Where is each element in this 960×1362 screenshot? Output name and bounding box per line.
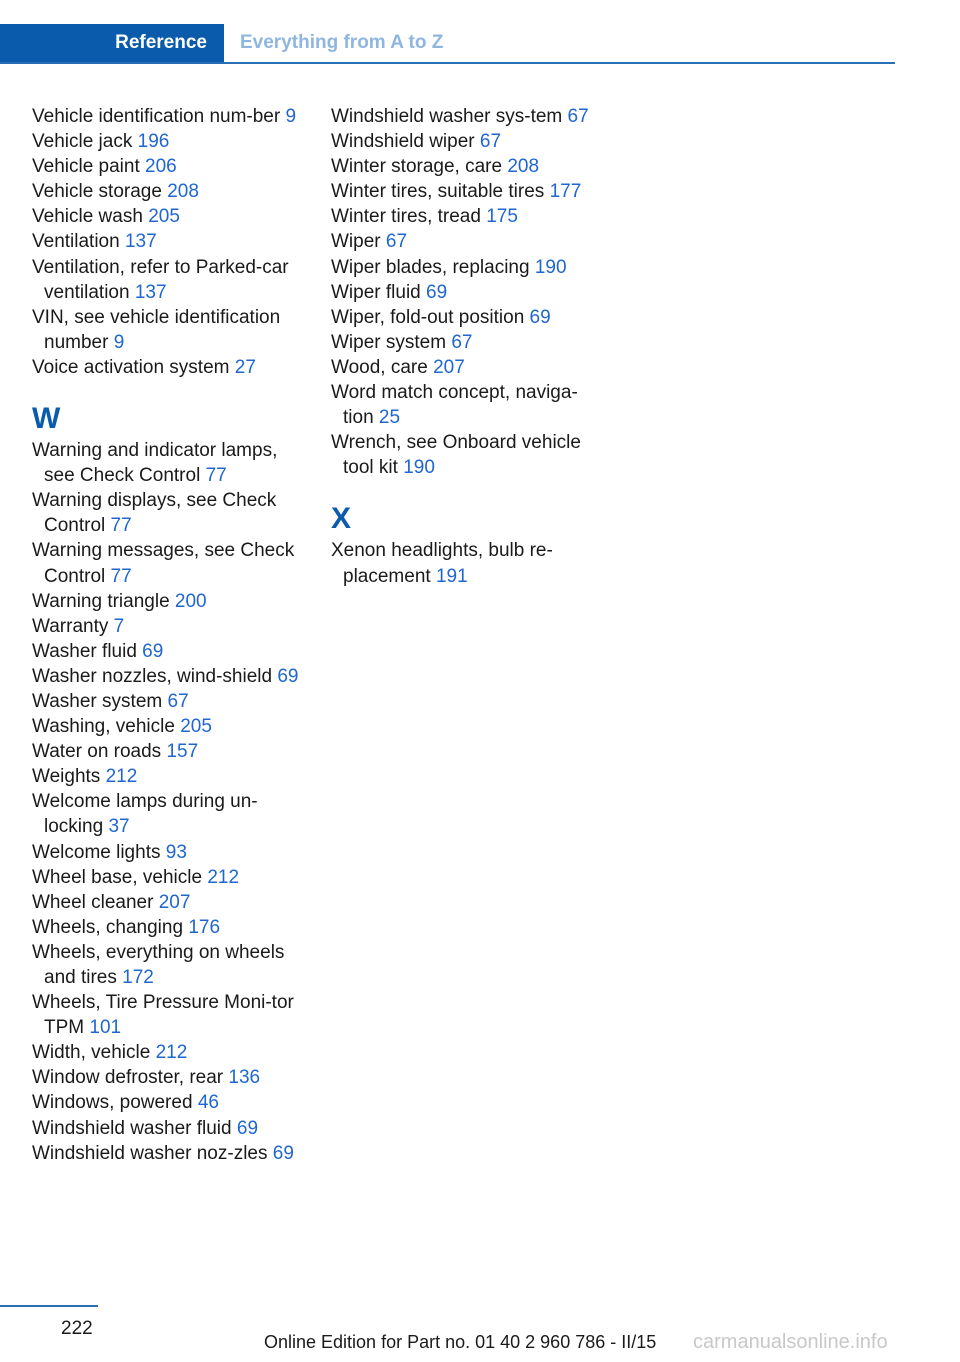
index-entry-page-link[interactable]: 208 <box>167 181 199 203</box>
index-entry-text: Wrench, see Onboard vehicle tool kit <box>331 432 581 479</box>
index-entry <box>32 179 302 204</box>
index-entry <box>32 438 302 488</box>
index-entry-text: VIN, see vehicle identification number <box>32 306 281 353</box>
index-entry <box>331 104 601 129</box>
index-entry-text: Voice activation system <box>32 356 230 378</box>
index-entry <box>32 840 302 865</box>
index-entry-text: Water on roads <box>32 741 162 763</box>
index-entry-page-link[interactable]: 205 <box>180 716 212 738</box>
index-entry <box>32 538 302 588</box>
index-entry <box>32 639 302 664</box>
index-entry <box>32 739 302 764</box>
index-entry-text: Windshield washer fluid <box>32 1117 232 1139</box>
index-entry-text: Washer fluid <box>32 640 137 662</box>
index-entry-page-link[interactable]: 157 <box>166 741 199 763</box>
index-entry-page-link[interactable]: 177 <box>549 181 582 203</box>
index-entry-page-link[interactable]: 208 <box>507 156 540 178</box>
index-entry-page-link[interactable]: 200 <box>174 590 207 612</box>
index-column-left <box>32 104 302 1166</box>
index-entry-page-link[interactable]: 206 <box>145 156 177 178</box>
index-entry-text: Vehicle identification num‐ber <box>32 106 281 127</box>
index-entry-text: Wheel base, vehicle <box>32 866 203 888</box>
index-entry-page-link[interactable]: 69 <box>529 306 551 328</box>
index-entry-text: Vehicle paint <box>32 156 140 178</box>
index-entry-page-link[interactable]: 9 <box>113 331 125 353</box>
index-entry-text: Wiper fluid <box>331 281 421 303</box>
index-entry-page-link[interactable]: 191 <box>435 565 468 587</box>
index-entry <box>32 689 302 714</box>
index-letter-heading: W <box>32 402 61 436</box>
index-entry <box>32 614 302 639</box>
index-entry-page-link[interactable]: 9 <box>285 106 297 127</box>
index-entry <box>331 255 601 280</box>
chapter-tab: Everything from A to Z <box>240 32 444 53</box>
index-entry-text: Xenon headlights, bulb re‐placement <box>331 540 553 587</box>
index-entry <box>331 154 601 179</box>
index-entry <box>32 129 302 154</box>
index-entry-page-link[interactable]: 77 <box>110 565 132 587</box>
index-entry-text: Wheels, changing <box>32 916 184 938</box>
index-entry <box>32 714 302 739</box>
index-entry-page-link[interactable]: 46 <box>197 1092 219 1114</box>
index-entry-text: Vehicle storage <box>32 181 162 203</box>
index-entry-page-link[interactable]: 67 <box>567 106 589 127</box>
index-entry <box>32 488 302 538</box>
edition-note: Online Edition for Part no. 01 40 2 960 786 - II/15 <box>264 1332 657 1352</box>
index-entry-text: Wiper <box>331 231 381 253</box>
index-entry <box>32 865 302 890</box>
index-entry <box>32 1065 302 1090</box>
index-entry-text: Width, vehicle <box>32 1042 151 1064</box>
index-entry-text: Wiper system <box>331 331 447 353</box>
index-entry-page-link[interactable]: 212 <box>155 1042 188 1064</box>
index-entry <box>32 915 302 940</box>
index-entry <box>331 280 601 305</box>
index-entry-text: Warning displays, see Check Control <box>32 490 277 537</box>
index-entry <box>32 305 302 355</box>
index-entry <box>32 789 302 839</box>
index-entry-text: Vehicle jack <box>32 131 133 153</box>
index-entry-page-link[interactable]: 69 <box>272 1142 294 1164</box>
index-entry-page-link[interactable]: 190 <box>403 457 435 479</box>
index-entry-text: Washer nozzles, wind‐shield <box>32 665 273 687</box>
index-entry <box>32 255 302 305</box>
index-entry <box>331 538 601 588</box>
footer-divider <box>0 1305 98 1307</box>
index-entry <box>32 589 302 614</box>
index-entry <box>32 1090 302 1115</box>
index-entry-text: Welcome lights <box>32 841 161 863</box>
index-entry-text: Winter storage, care <box>331 156 503 178</box>
index-entry-page-link[interactable]: 196 <box>137 131 170 153</box>
index-entry <box>331 204 601 229</box>
index-entry-page-link[interactable]: 136 <box>228 1067 261 1089</box>
index-entry <box>331 229 601 254</box>
index-entry-page-link[interactable]: 69 <box>277 665 299 687</box>
index-entry-page-link[interactable]: 69 <box>142 640 164 662</box>
index-entry-text: Warning messages, see Check Control <box>32 540 295 587</box>
index-entry-text: Windshield washer sys‐tem <box>331 106 563 127</box>
index-entry-text: Window defroster, rear <box>32 1067 224 1089</box>
index-entry <box>32 940 302 990</box>
index-entry-page-link[interactable]: 137 <box>124 231 157 253</box>
index-entry-text: Wiper blades, replacing <box>331 256 530 278</box>
index-entry <box>331 355 601 380</box>
index-entry-page-link[interactable]: 77 <box>110 515 132 537</box>
index-entry-page-link[interactable]: 25 <box>378 407 401 429</box>
index-entry-text: Weights <box>32 766 101 788</box>
index-entry-text: Warning and indicator lamps, see Check Control <box>32 440 278 487</box>
index-entry <box>32 1116 302 1141</box>
index-entry-page-link[interactable]: 212 <box>105 766 138 788</box>
index-entry-page-link[interactable]: 207 <box>433 356 465 378</box>
index-entry-page-link[interactable]: 137 <box>134 281 167 303</box>
page-header <box>0 24 895 64</box>
index-entry <box>331 330 601 355</box>
index-entry-text: Warning triangle <box>32 590 170 612</box>
index-entry-page-link[interactable]: 176 <box>188 916 221 938</box>
index-entry-page-link[interactable]: 37 <box>108 816 130 838</box>
index-entry <box>331 179 601 204</box>
index-entry-page-link[interactable]: 67 <box>451 331 473 353</box>
index-entry-text: Word match concept, naviga‐tion <box>331 382 578 429</box>
index-entry <box>331 305 601 330</box>
index-entry-text: Windows, powered <box>32 1092 193 1114</box>
section-tab: Reference <box>0 24 224 62</box>
index-entry-page-link[interactable]: 190 <box>534 256 567 278</box>
index-entry-text: Windshield wiper <box>331 131 475 153</box>
index-entry-page-link[interactable]: 101 <box>89 1017 122 1039</box>
index-entry <box>32 355 302 380</box>
index-entry-text: Welcome lamps during un‐locking <box>32 791 258 838</box>
index-entry-page-link[interactable]: 69 <box>236 1117 259 1139</box>
index-entry-text: Wheel cleaner <box>32 891 154 913</box>
index-entry-page-link[interactable]: 172 <box>122 967 154 988</box>
index-entry <box>32 664 302 689</box>
index-entry-page-link[interactable]: 69 <box>426 281 448 303</box>
index-entry-page-link[interactable]: 207 <box>158 891 191 913</box>
index-entry-text: Warranty <box>32 615 109 637</box>
index-entry-page-link[interactable]: 67 <box>167 690 189 712</box>
index-entry-page-link[interactable]: 175 <box>486 206 518 228</box>
index-entry-page-link[interactable]: 27 <box>234 356 256 378</box>
index-entry <box>32 890 302 915</box>
index-entry <box>331 129 601 154</box>
index-entry-text: Ventilation, refer to Parked-car ventilation <box>32 256 289 303</box>
index-letter-heading: X <box>331 502 352 536</box>
index-entry <box>331 430 601 480</box>
index-entry-page-link[interactable]: 67 <box>479 131 502 153</box>
index-entry <box>32 104 302 129</box>
index-entry-page-link[interactable]: 205 <box>148 206 180 228</box>
index-entry-text: Washing, vehicle <box>32 716 175 738</box>
index-entry-text: Washer system <box>32 690 163 712</box>
index-entry-page-link[interactable]: 77 <box>205 465 227 487</box>
index-entry <box>32 764 302 789</box>
index-entry-page-link[interactable]: 93 <box>165 841 187 863</box>
index-entry-page-link[interactable]: 7 <box>113 615 125 637</box>
index-entry-text: Ventilation <box>32 231 120 253</box>
index-entry <box>32 204 302 229</box>
page-number: 222 <box>61 1318 93 1339</box>
index-entry <box>32 990 302 1040</box>
watermark: carmanualsonline.info <box>693 1331 888 1353</box>
index-entry-text: Winter tires, tread <box>331 206 481 228</box>
index-entry <box>32 1141 302 1166</box>
index-entry-text: Vehicle wash <box>32 206 143 228</box>
index-entry <box>32 229 302 254</box>
index-entry-text: Windshield washer noz‐zles <box>32 1142 268 1164</box>
index-entry <box>331 380 601 430</box>
index-entry <box>32 1040 302 1065</box>
index-entry-page-link[interactable]: 67 <box>385 231 408 253</box>
index-column-right <box>331 104 601 589</box>
index-entry-text: Wheels, everything on wheels and tires <box>32 941 285 988</box>
index-entry-page-link[interactable]: 212 <box>207 866 240 888</box>
index-entry-text: Wiper, fold-out position <box>331 306 525 328</box>
index-entry <box>32 154 302 179</box>
index-entry-text: Wheels, Tire Pressure Moni‐tor TPM <box>32 992 294 1039</box>
index-entry-text: Winter tires, suitable tires <box>331 181 545 203</box>
index-entry-text: Wood, care <box>331 356 428 378</box>
